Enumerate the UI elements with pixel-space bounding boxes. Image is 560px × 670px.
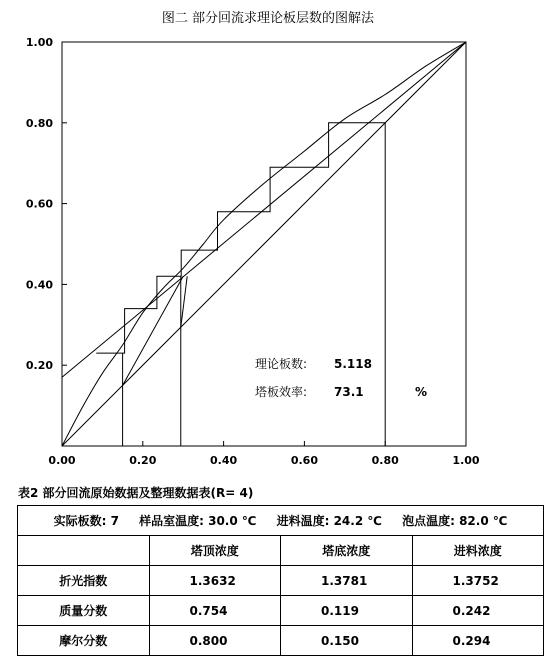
header-bottom: 塔底浓度 [281,536,413,566]
feed-temp: 进料温度: 24.2 ℃ [276,514,382,528]
sample-temp: 样品室温度: 30.0 ℃ [139,514,257,528]
x-tick-label: 0.00 [48,454,76,467]
header-top: 塔顶浓度 [149,536,281,566]
row-label: 质量分数 [18,596,150,626]
y-tick-label: 0.40 [25,278,53,292]
x-axis [48,441,479,467]
efficiency-value: 73.1 [334,385,364,399]
theoretical-plates-label: 理论板数: [255,357,308,371]
y-tick-label: 0.60 [25,197,53,211]
actual-plates: 实际板数: 7 [53,514,119,528]
table-row [18,566,544,596]
bubble-temp: 泡点温度: 82.0 ℃ [402,514,508,528]
x-tick-label: 0.60 [290,454,318,467]
header-row [18,536,544,566]
x-tick-label: 1.00 [452,454,480,467]
table-caption: 表2 部分回流原始数据及整理数据表(R= 4) [18,486,254,500]
info-row [18,506,544,536]
header-feed: 进料浓度 [412,536,544,566]
header-blank [18,536,150,566]
table-row [18,596,544,626]
y-tick-label: 0.20 [25,359,53,373]
table-cell: 0.119 [281,596,413,626]
efficiency-label: 塔板效率: [255,385,308,399]
theoretical-plates-value: 5.118 [334,357,372,371]
table-cell: 0.800 [149,626,281,656]
row-label: 摩尔分数 [18,626,150,656]
x-tick-label: 0.20 [129,454,157,467]
table-cell: 0.242 [412,596,544,626]
y-axis [26,36,67,372]
table-cell: 1.3781 [281,566,413,596]
table-cell: 0.294 [412,626,544,656]
info-cell [18,506,544,536]
rectifying-operating-line [62,42,466,377]
data-table [17,505,544,656]
efficiency-unit: % [415,385,428,399]
row-label: 折光指数 [18,566,150,596]
x-tick-label: 0.80 [371,454,399,467]
q-line [181,276,187,327]
x-tick-label: 0.40 [210,454,238,467]
table-row [18,626,544,656]
table-cell: 1.3632 [149,566,281,596]
table-cell: 0.754 [149,596,281,626]
table-cell: 0.150 [281,626,413,656]
y-tick-label: 1.00 [25,36,53,49]
y-tick-label: 0.80 [25,116,53,130]
stage-steps [96,123,385,353]
table-cell: 1.3752 [412,566,544,596]
chart-title: 图二 部分回流求理论板层数的图解法 [161,11,375,26]
